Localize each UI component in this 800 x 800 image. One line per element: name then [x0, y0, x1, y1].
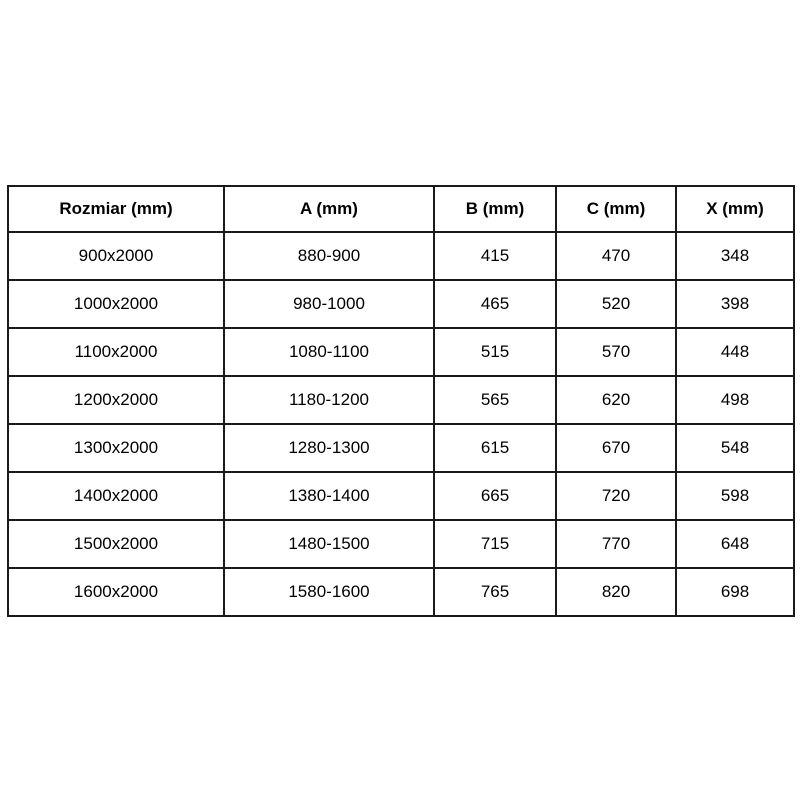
size-spec-table — [7, 185, 795, 617]
table-cell: 1480-1500 — [224, 520, 434, 568]
table-cell: 1400x2000 — [8, 472, 224, 520]
table-cell: 1600x2000 — [8, 568, 224, 616]
table-cell: 398 — [676, 280, 794, 328]
table-cell: 470 — [556, 232, 676, 280]
table-header-row — [8, 186, 794, 232]
column-header: B (mm) — [434, 186, 556, 232]
table-cell: 548 — [676, 424, 794, 472]
table-cell: 1580-1600 — [224, 568, 434, 616]
column-header: C (mm) — [556, 186, 676, 232]
table-cell: 415 — [434, 232, 556, 280]
table-cell: 348 — [676, 232, 794, 280]
table-cell: 900x2000 — [8, 232, 224, 280]
table-cell: 498 — [676, 376, 794, 424]
table-header — [8, 186, 794, 232]
table-body — [8, 232, 794, 616]
column-header: Rozmiar (mm) — [8, 186, 224, 232]
table-row — [8, 520, 794, 568]
table-cell: 1180-1200 — [224, 376, 434, 424]
table-cell: 1280-1300 — [224, 424, 434, 472]
table-row — [8, 328, 794, 376]
column-header: A (mm) — [224, 186, 434, 232]
table-row — [8, 568, 794, 616]
table-cell: 715 — [434, 520, 556, 568]
table-cell: 720 — [556, 472, 676, 520]
table-cell: 670 — [556, 424, 676, 472]
table-cell: 520 — [556, 280, 676, 328]
table-cell: 1500x2000 — [8, 520, 224, 568]
table-cell: 1200x2000 — [8, 376, 224, 424]
table-cell: 1380-1400 — [224, 472, 434, 520]
table-cell: 980-1000 — [224, 280, 434, 328]
table-cell: 770 — [556, 520, 676, 568]
table-cell: 1000x2000 — [8, 280, 224, 328]
table-cell: 515 — [434, 328, 556, 376]
table-cell: 665 — [434, 472, 556, 520]
table-cell: 698 — [676, 568, 794, 616]
table-row — [8, 424, 794, 472]
table-cell: 615 — [434, 424, 556, 472]
table-cell: 648 — [676, 520, 794, 568]
table-cell: 565 — [434, 376, 556, 424]
table-cell: 1300x2000 — [8, 424, 224, 472]
table-cell: 465 — [434, 280, 556, 328]
table-cell: 820 — [556, 568, 676, 616]
table-row — [8, 232, 794, 280]
table-row — [8, 472, 794, 520]
table-row — [8, 376, 794, 424]
table-cell: 765 — [434, 568, 556, 616]
table-cell: 570 — [556, 328, 676, 376]
table-cell: 880-900 — [224, 232, 434, 280]
column-header: X (mm) — [676, 186, 794, 232]
table-cell: 598 — [676, 472, 794, 520]
table-row — [8, 280, 794, 328]
table-cell: 1100x2000 — [8, 328, 224, 376]
table-cell: 620 — [556, 376, 676, 424]
table-cell: 1080-1100 — [224, 328, 434, 376]
table-cell: 448 — [676, 328, 794, 376]
